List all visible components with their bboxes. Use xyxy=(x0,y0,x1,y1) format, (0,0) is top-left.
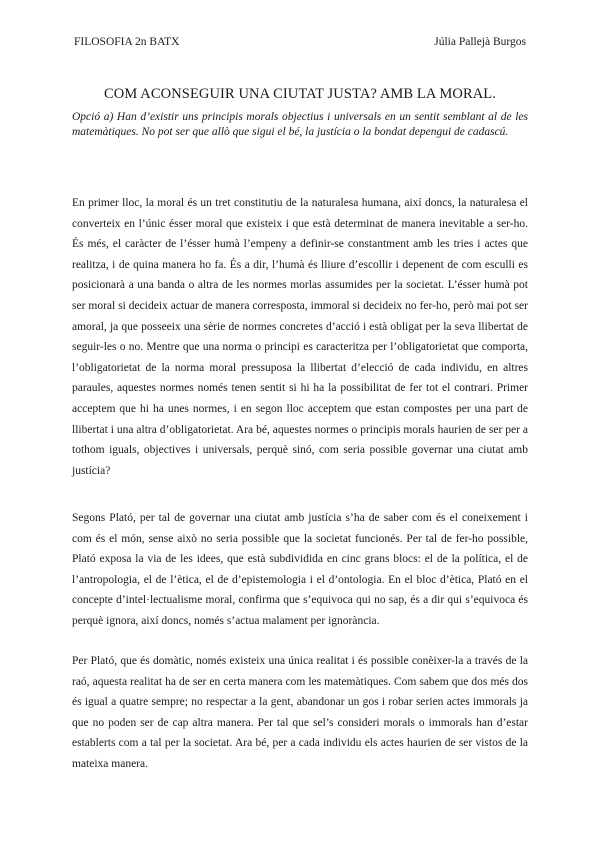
document-title: COM ACONSEGUIR UNA CIUTAT JUSTA? AMB LA MORAL. xyxy=(104,86,496,102)
essay-prompt: Opció a) Han d’existir uns principis morals objectius i universals en un sentit semblant al de les matemàtiques. No pot ser que allò que sigui el bé, la justícia o la bondat depengui de cadascú. xyxy=(72,111,528,138)
header-author: Júlia Pallejà Burgos xyxy=(434,36,526,48)
paragraph-2: Segons Plató, per tal de governar una ciutat amb justícia s’ha de saber com és el coneixement i com és el món, sense això no seria possible que la societat funcionés. Per tal de fer-ho possible, Plató exposa la via de les idees, que està subdividida en cinc grans blocs: el de la política, el de l’antropologia, el de l’ètica, el de d’epistemologia i el d’ontologia. En el bloc d’ètica, Plató en el concepte d’intel·lectualisme moral, confirma que s’equivoca qui no sap, és a dir qui s’equivoca és perquè ignora, així doncs, només s’actua malament per ignorància. xyxy=(72,512,528,627)
paragraph-1: En primer lloc, la moral és un tret constitutiu de la naturalesa humana, així doncs, la naturalesa el converteix en l’únic ésser moral que existeix i que està determinat de manera inevitable a ser-ho. És més, el caràcter de l’ésser humà l’empeny a definir-se constantment amb les tries i actes que realitza, i de quina manera ho fa. És a dir, l’humà és lliure d’escollir i depenent de com esculli es posicionarà a una banda o altra de les normes morlas assumides per la societat. L’ésser humà pot ser moral si decideix actuar de manera corresposta, immoral si decideix no fer-ho, però mai pot ser amoral, ja que posseeix una sèrie de normes concretes d’acció i està obligat per la seva llibertat de seguir-les o no. Mentre que una norma o principi es caracteritza per l’obligatorietat que comporta, l’obligatorietat de la norma moral pressuposa la llibertat d’elecció de cada individu, en altres paraules, aquestes normes només tenen sentit si hi ha la possibilitat de fer tot el contrari. Primer acceptem que hi ha unes normes, i en segon lloc acceptem que estan compostes per una part de llibertat i una altra d’obligatorietat. Ara bé, aquestes normes o principis morals haurien de ser per a tothom iguals, objectives i universals, perquè sinó, com seria possible governar una ciutat amb justícia? xyxy=(72,197,528,477)
header-course: FILOSOFIA 2n BATX xyxy=(74,36,180,48)
paragraph-3: Per Plató, que és domàtic, només existeix una única realitat i és possible conèixer-la a través de la raó, aquesta realitat ha de ser en certa manera com les matemàtiques. Com sabem que dos més dos és igual a quatre sempre; no respectar a la gent, abandonar un gos i robar serien actes immorals ja que no poden ser de cap altra manera. Per tal que sel’s consideri morals o immorals han d’estar establerts com a tal per la societat. Ara bé, per a cada individu els actes haurien de ser vistos de la mateixa manera. xyxy=(72,655,528,770)
